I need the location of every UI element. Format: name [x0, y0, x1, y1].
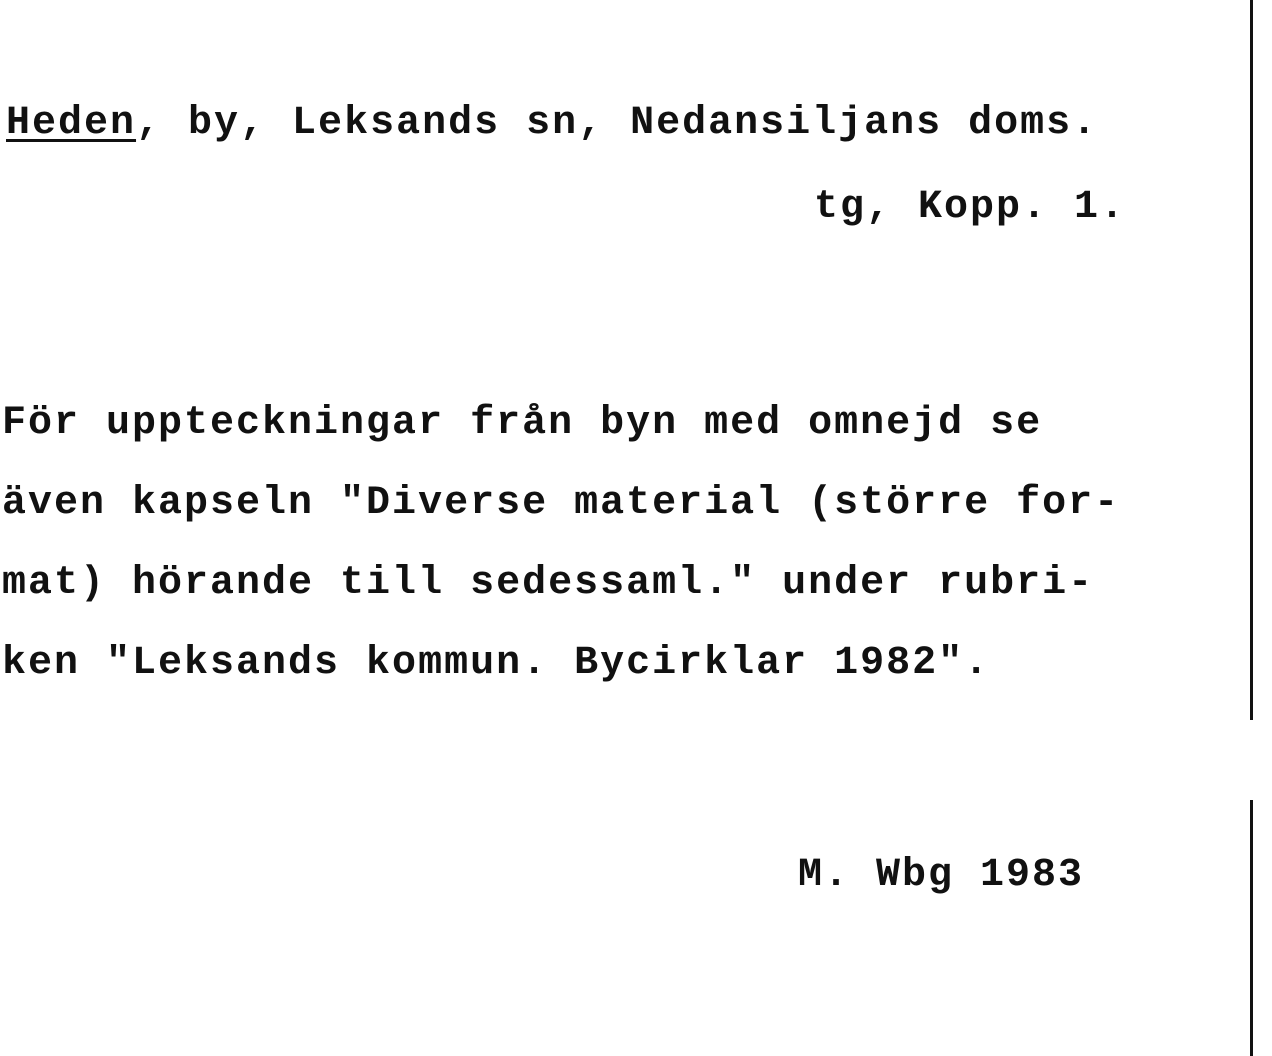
body-line: mat) hörande till sedessaml." under rubri-	[2, 561, 1095, 606]
body-line: För uppteckningar från byn med omnejd se	[2, 401, 1043, 446]
heading-description: , by, Leksands sn, Nedansiljans doms.	[136, 101, 1099, 146]
card-signature: M. Wbg 1983	[798, 853, 1085, 898]
card-reference: tg, Kopp. 1.	[813, 185, 1126, 230]
card-edge-line	[1250, 800, 1253, 1056]
card-heading	[6, 100, 1098, 148]
heading-place-name: Heden	[6, 101, 137, 146]
body-line: ken "Leksands kommun. Bycirklar 1982".	[2, 641, 991, 686]
card-body	[2, 384, 1120, 704]
body-line: även kapseln "Diverse material (större for-	[2, 481, 1121, 526]
card-edge-line	[1250, 0, 1253, 720]
